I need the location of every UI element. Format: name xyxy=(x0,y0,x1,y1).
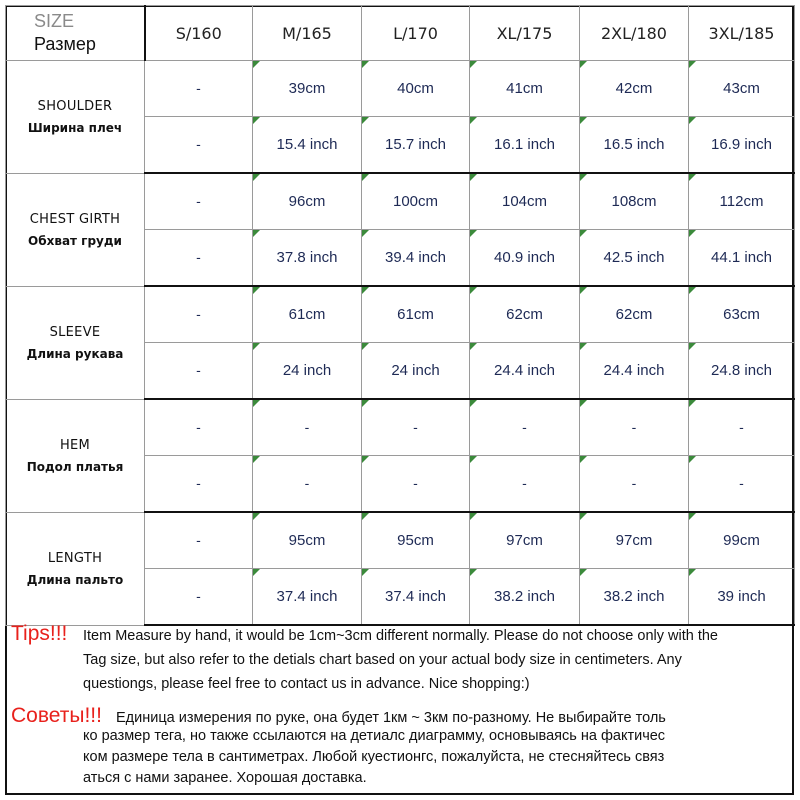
corner-marker xyxy=(689,287,696,294)
value-inch: 24 inch xyxy=(391,361,440,379)
value-inch: 44.1 inch xyxy=(711,248,772,266)
value-inch: 42.5 inch xyxy=(603,248,665,266)
value-cell xyxy=(470,117,580,174)
corner-marker xyxy=(470,400,477,407)
measurement-label-en: LENGTH xyxy=(47,550,103,566)
value-cell xyxy=(145,512,253,569)
value-cm: 61cm xyxy=(397,305,434,323)
corner-marker xyxy=(362,174,369,181)
value-cm: 61cm xyxy=(288,305,326,323)
value-cell xyxy=(689,456,795,513)
tips-heading-ru: Советы!!! xyxy=(11,704,102,727)
value-inch: - xyxy=(631,474,637,491)
value-cm: 104cm xyxy=(501,192,548,210)
corner-marker xyxy=(362,569,369,576)
value-cm: - xyxy=(522,418,527,435)
value-cell xyxy=(145,286,253,343)
value-cell xyxy=(362,343,470,400)
value-inch: - xyxy=(413,474,418,491)
corner-marker xyxy=(362,456,369,463)
value-inch: 15.7 inch xyxy=(385,135,446,153)
value-inch: 39 inch xyxy=(717,587,766,605)
value-cm: - xyxy=(196,531,201,548)
value-inch: - xyxy=(196,587,201,604)
corner-marker xyxy=(253,569,260,576)
value-cell xyxy=(145,399,253,456)
value-cell xyxy=(580,399,689,456)
corner-marker xyxy=(580,343,587,350)
value-cm: 95cm xyxy=(397,531,434,549)
value-cell xyxy=(470,343,580,400)
value-inch: 40.9 inch xyxy=(494,248,555,266)
value-inch: - xyxy=(196,361,201,378)
value-cm: 97cm xyxy=(615,531,653,549)
value-cell xyxy=(362,399,470,456)
corner-marker xyxy=(470,569,477,576)
corner-marker xyxy=(689,343,696,350)
header-row xyxy=(6,6,795,61)
corner-marker xyxy=(253,117,260,124)
value-cm: 95cm xyxy=(288,531,326,549)
value-cell xyxy=(580,512,689,569)
corner-marker xyxy=(253,174,260,181)
value-cm: 42cm xyxy=(615,79,653,97)
value-cm: - xyxy=(196,305,201,322)
value-cm: 96cm xyxy=(288,192,326,210)
corner-marker xyxy=(362,513,369,520)
corner-marker xyxy=(362,287,369,294)
value-cell xyxy=(470,61,580,117)
value-cm: 112cm xyxy=(719,192,764,210)
value-inch: - xyxy=(739,474,744,491)
column-header-l: L/170 xyxy=(362,6,470,61)
measurement-label-en: SLEEVE xyxy=(49,324,101,340)
value-inch: - xyxy=(196,248,201,265)
value-cell xyxy=(580,286,689,343)
corner-marker xyxy=(689,117,696,124)
value-cm: 108cm xyxy=(611,192,657,210)
corner-marker xyxy=(580,400,587,407)
value-cell xyxy=(689,343,795,400)
value-cell xyxy=(145,61,253,117)
value-cell xyxy=(253,456,362,513)
value-cm: - xyxy=(631,418,637,435)
corner-marker xyxy=(580,174,587,181)
corner-marker xyxy=(470,117,477,124)
measurement-label-ru: Длина пальто xyxy=(26,572,124,587)
measurement-label-ru: Ширина плеч xyxy=(27,120,123,135)
value-inch: 24.8 inch xyxy=(711,361,772,379)
corner-marker xyxy=(470,513,477,520)
value-inch: 16.1 inch xyxy=(494,135,555,153)
tips-section xyxy=(7,612,792,792)
value-cm: - xyxy=(196,79,201,96)
value-cm: 62cm xyxy=(506,305,543,323)
corner-marker xyxy=(362,61,369,68)
corner-marker xyxy=(689,61,696,68)
value-inch: 24 inch xyxy=(282,361,332,379)
value-inch: - xyxy=(304,474,310,491)
value-inch: 37.8 inch xyxy=(276,248,338,266)
value-inch: 37.4 inch xyxy=(276,587,338,605)
corner-marker xyxy=(253,513,260,520)
value-cell xyxy=(689,117,795,174)
value-inch: 16.5 inch xyxy=(603,135,665,153)
value-cell xyxy=(470,286,580,343)
value-cell xyxy=(580,230,689,287)
value-cell xyxy=(362,173,470,230)
corner-marker xyxy=(470,456,477,463)
table-row xyxy=(6,512,795,569)
corner-marker xyxy=(362,400,369,407)
value-cell xyxy=(470,399,580,456)
value-cell xyxy=(253,343,362,400)
measurement-label-en: CHEST GIRTH xyxy=(29,211,121,227)
corner-marker xyxy=(689,456,696,463)
column-header-m: M/165 xyxy=(253,6,362,61)
tips-heading-en: Tips!!! xyxy=(11,622,68,645)
value-inch: 16.9 inch xyxy=(711,135,772,153)
corner-marker xyxy=(253,343,260,350)
corner-marker xyxy=(470,343,477,350)
value-cm: 100cm xyxy=(392,192,439,210)
tips-line-ru: ком размере тела в сантиметрах. Любой куестионгс, пожалуйста, не стесняйтесь связ xyxy=(83,749,665,765)
value-inch: - xyxy=(196,474,201,491)
value-cell xyxy=(689,399,795,456)
value-cell xyxy=(470,456,580,513)
corner-marker xyxy=(580,230,587,237)
tips-line-ru: Единица измерения по руке, она будет 1км ~ 3км по-разному. Не выбирайте толь xyxy=(116,710,666,726)
measurement-label xyxy=(6,61,145,174)
table-row xyxy=(6,399,795,456)
value-inch: 38.2 inch xyxy=(603,587,665,605)
corner-marker xyxy=(362,230,369,237)
corner-marker xyxy=(580,513,587,520)
column-header-xl: XL/175 xyxy=(470,6,580,61)
size-table-body xyxy=(6,6,795,626)
value-cell xyxy=(362,456,470,513)
measurement-label xyxy=(6,286,145,399)
value-cell xyxy=(145,343,253,400)
measurement-label-en: HEM xyxy=(59,437,91,453)
value-inch: 38.2 inch xyxy=(494,587,555,605)
measurement-label xyxy=(6,173,145,286)
value-cm: 43cm xyxy=(723,79,760,97)
corner-marker xyxy=(580,287,587,294)
column-header-s: S/160 xyxy=(145,6,253,61)
tips-line-ru: аться с нами заранее. Хорошая доставка. xyxy=(83,770,367,786)
value-cell xyxy=(253,173,362,230)
corner-marker xyxy=(362,117,369,124)
corner-marker xyxy=(470,174,477,181)
table-row xyxy=(6,61,795,117)
value-cm: - xyxy=(196,192,201,209)
measurement-label-ru: Подол платья xyxy=(26,459,124,474)
value-cell xyxy=(145,173,253,230)
value-cell xyxy=(253,399,362,456)
value-cell xyxy=(145,117,253,174)
corner-marker xyxy=(470,230,477,237)
table-row xyxy=(6,173,795,230)
value-cell xyxy=(145,230,253,287)
value-cell xyxy=(253,61,362,117)
corner-marker xyxy=(689,400,696,407)
value-cm: 63cm xyxy=(723,305,760,323)
value-cm: 39cm xyxy=(288,79,326,97)
corner-marker xyxy=(689,174,696,181)
tips-line-ru: ко размер тега, но также ссылаются на детиалс диаграмму, основываясь на фактичес xyxy=(83,728,666,744)
value-cell xyxy=(253,286,362,343)
column-header-3xl: 3XL/185 xyxy=(689,6,795,61)
value-cell xyxy=(689,230,795,287)
tips-line-en: questiongs, please feel free to contact us in advance. Nice shopping:) xyxy=(83,676,530,692)
corner-marker xyxy=(689,230,696,237)
value-cell xyxy=(580,173,689,230)
value-cell xyxy=(253,230,362,287)
value-cell xyxy=(362,286,470,343)
value-cell xyxy=(470,230,580,287)
value-cm: 40cm xyxy=(397,79,434,97)
corner-marker xyxy=(362,343,369,350)
corner-marker xyxy=(470,287,477,294)
value-cell xyxy=(580,456,689,513)
measurement-label-en: SHOULDER xyxy=(37,98,113,114)
value-cm: - xyxy=(196,418,201,435)
value-inch: 24.4 inch xyxy=(603,361,665,379)
size-corner-cell xyxy=(6,6,145,61)
corner-marker xyxy=(580,456,587,463)
measurement-label-ru: Длина рукава xyxy=(26,346,124,361)
value-inch: 37.4 inch xyxy=(385,587,446,605)
tips-line-en: Item Measure by hand, it would be 1cm~3cm different normally. Please do not choose only with the xyxy=(83,628,718,644)
value-cell xyxy=(253,512,362,569)
tips-line-en: Tag size, but also refer to the detials chart based on your actual body size in centimeters. Any xyxy=(83,652,682,668)
value-inch: - xyxy=(196,135,201,152)
measurement-label-ru: Обхват груди xyxy=(28,233,122,248)
value-cell xyxy=(580,61,689,117)
value-cell xyxy=(689,512,795,569)
corner-marker xyxy=(253,456,260,463)
value-cell xyxy=(470,173,580,230)
size-table xyxy=(5,5,795,626)
value-cell xyxy=(689,61,795,117)
value-cm: - xyxy=(413,418,418,435)
value-cm: - xyxy=(304,418,310,435)
column-header-2xl: 2XL/180 xyxy=(580,6,689,61)
value-inch: 24.4 inch xyxy=(494,361,555,379)
value-cell xyxy=(470,512,580,569)
value-cell xyxy=(145,456,253,513)
measurement-label xyxy=(6,399,145,512)
value-cell xyxy=(362,61,470,117)
measurement-label xyxy=(6,512,145,625)
value-cell xyxy=(580,117,689,174)
corner-marker xyxy=(580,61,587,68)
corner-marker xyxy=(470,61,477,68)
corner-marker xyxy=(689,513,696,520)
corner-marker xyxy=(689,569,696,576)
value-inch: - xyxy=(522,474,527,491)
value-cell xyxy=(689,173,795,230)
table-row xyxy=(6,286,795,343)
corner-marker xyxy=(253,287,260,294)
value-inch: 39.4 inch xyxy=(385,248,446,266)
value-cm: 62cm xyxy=(615,305,653,323)
value-cm: - xyxy=(739,418,744,435)
corner-marker xyxy=(580,569,587,576)
value-cm: 97cm xyxy=(506,531,543,549)
corner-marker xyxy=(253,400,260,407)
value-cm: 41cm xyxy=(506,79,543,97)
value-inch: 15.4 inch xyxy=(276,135,338,153)
value-cell xyxy=(580,343,689,400)
value-cell xyxy=(362,512,470,569)
value-cell xyxy=(253,117,362,174)
value-cell xyxy=(362,230,470,287)
size-label-en: SIZE xyxy=(34,11,75,31)
corner-marker xyxy=(580,117,587,124)
value-cell xyxy=(362,117,470,174)
value-cm: 99cm xyxy=(723,531,760,549)
size-label-ru: Размер xyxy=(34,34,96,54)
corner-marker xyxy=(253,61,260,68)
value-cell xyxy=(689,286,795,343)
corner-marker xyxy=(253,230,260,237)
